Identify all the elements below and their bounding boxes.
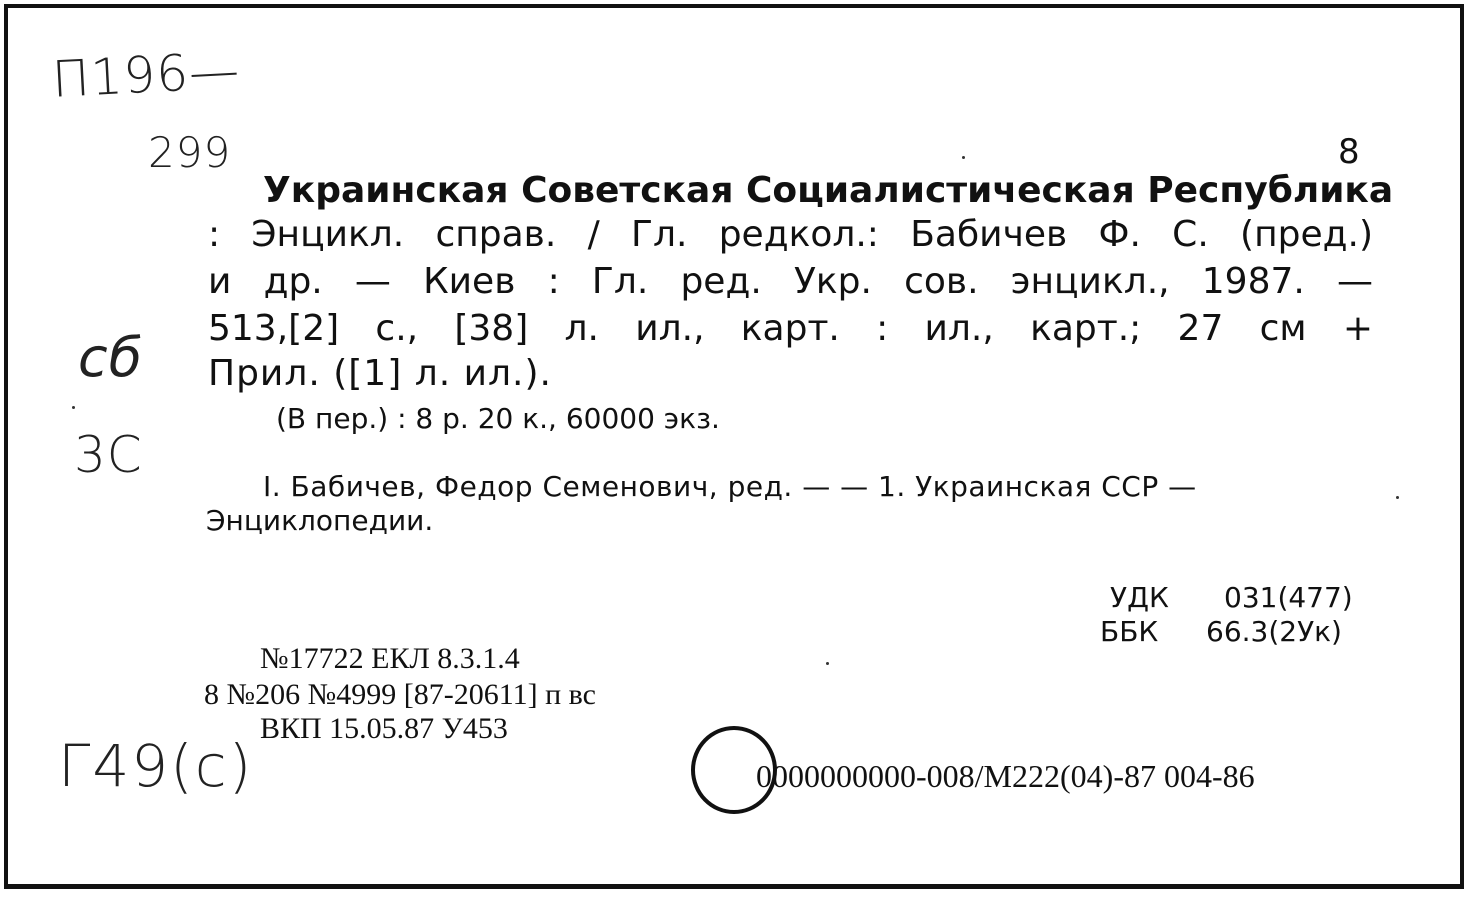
title: Украинская Советская Социалистическая Республика [263, 170, 1394, 211]
udk-label: УДК [1110, 581, 1169, 614]
description-line-1: : Энцикл. справ. / Гл. редкол.: Бабичев Ф. С. (пред.) [208, 214, 1373, 255]
handwritten-shelfmark-line2: 299 [148, 128, 232, 177]
description-line-2: и др. — Киев : Гл. ред. Укр. сов. энцикл., 1987. — [208, 261, 1373, 302]
tracings-line-1: I. Бабичев, Федор Семенович, ред. — — 1. Украинская ССР — [263, 470, 1197, 503]
bbk-label: ББК [1100, 615, 1159, 648]
scan-speck [962, 156, 965, 159]
scan-speck [72, 406, 75, 409]
description-line-4: Прил. ([1] л. ил.). [208, 353, 552, 394]
scan-speck [826, 662, 829, 665]
udk-value: 031(477) [1224, 581, 1353, 614]
catalog-card [4, 4, 1464, 889]
scan-speck [1396, 496, 1399, 499]
price-line: (В пер.) : 8 р. 20 к., 60000 экз. [276, 402, 720, 435]
handwritten-mark-3c: 3С [74, 426, 143, 484]
handwritten-mark-sb: сб [78, 326, 143, 389]
handwritten-shelfmark-line1: П196— [50, 41, 242, 109]
card-number: 8 [1338, 132, 1360, 172]
handwritten-mark-bottom: Г49(с) [58, 732, 254, 800]
record-line-2: 8 №206 №4999 [87-20611] п вс [204, 678, 596, 711]
bbk-value: 66.3(2Ук) [1206, 615, 1342, 648]
record-line-1: №17722 ЕКЛ 8.3.1.4 [260, 642, 520, 675]
description-line-3: 513,[2] с., [38] л. ил., карт. : ил., карт.; 27 см + [208, 308, 1373, 349]
record-line-3: ВКП 15.05.87 У453 [260, 712, 508, 745]
code-line: 0000000000-008/М222(04)-87 004-86 [756, 758, 1255, 794]
tracings-line-2: Энциклопедии. [206, 504, 434, 537]
